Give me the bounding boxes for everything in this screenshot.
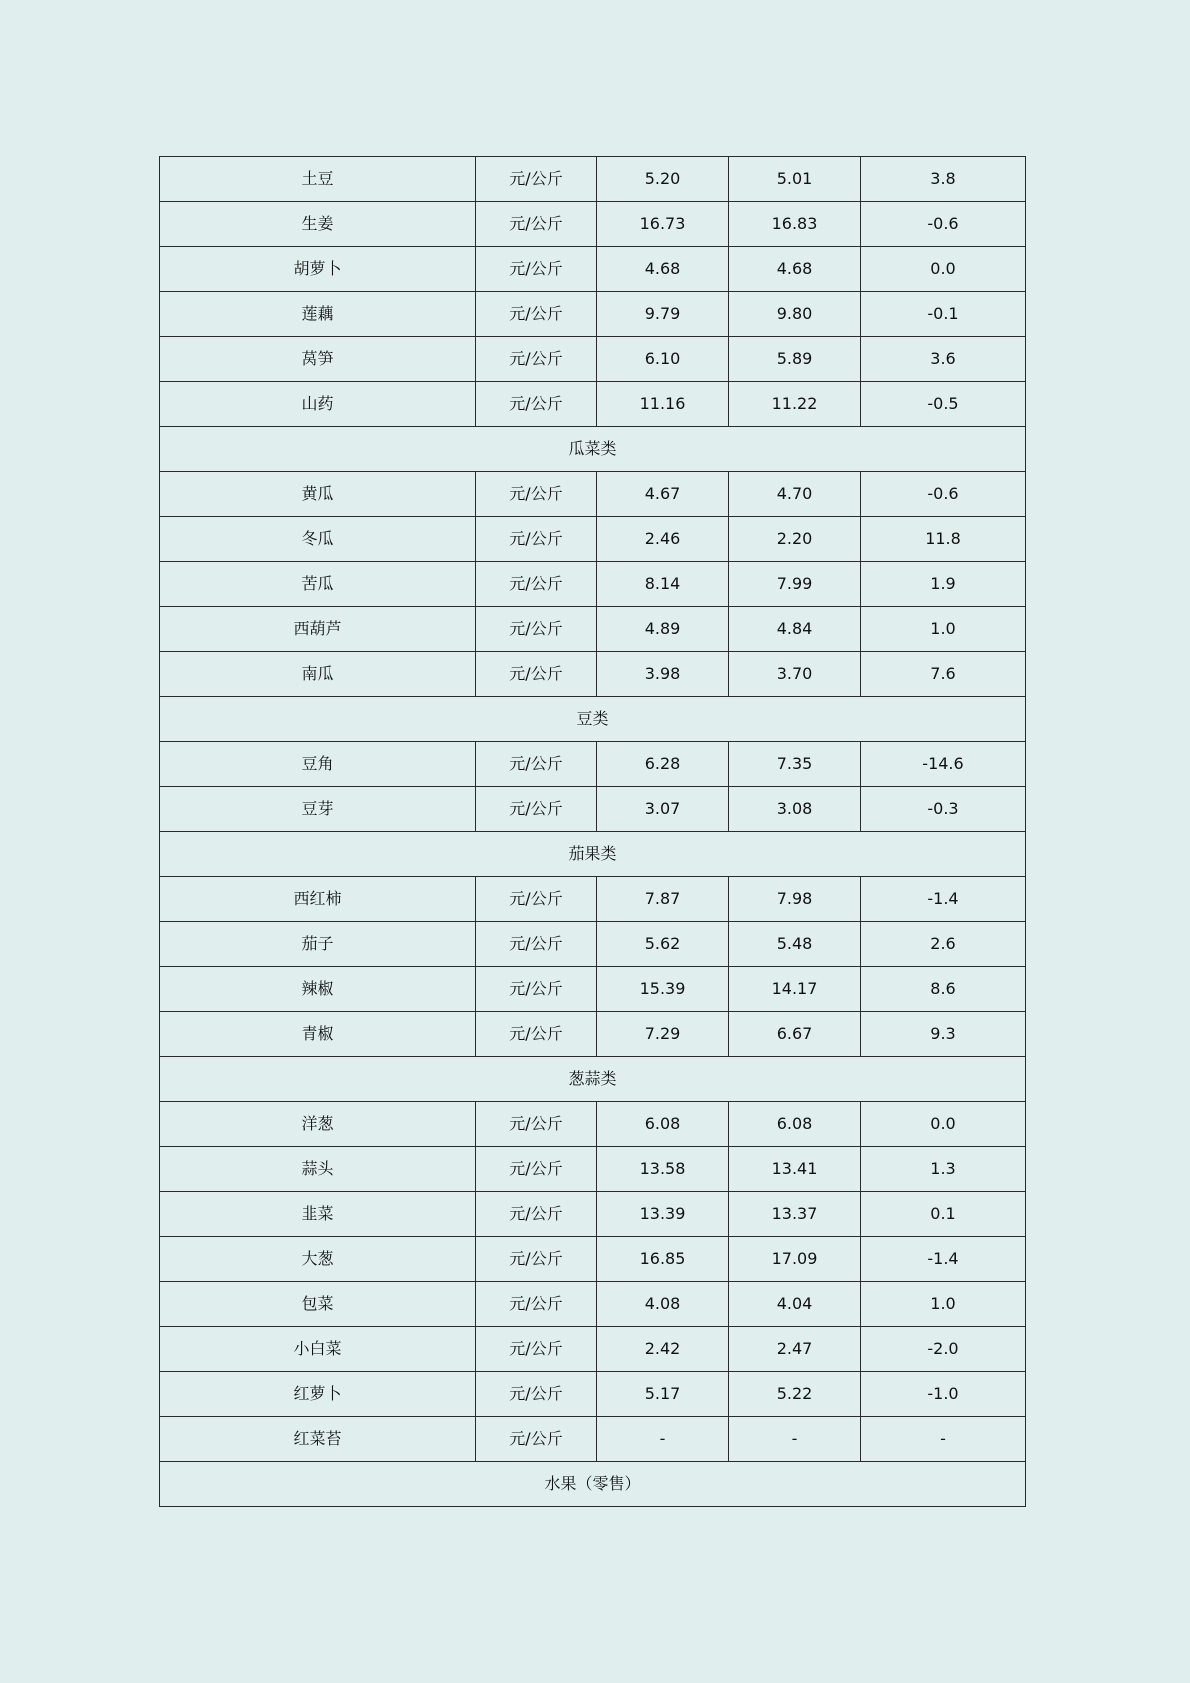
- item-name-cell: 冬瓜: [160, 517, 476, 562]
- price-b-cell: 9.80: [729, 292, 861, 337]
- item-name-cell: 青椒: [160, 1012, 476, 1057]
- price-a-cell: 4.08: [597, 1282, 729, 1327]
- unit-cell: 元/公斤: [476, 202, 597, 247]
- table-row: [160, 877, 1026, 922]
- table-row: [160, 1282, 1026, 1327]
- item-name-cell: 莴笋: [160, 337, 476, 382]
- category-row: [160, 1057, 1026, 1102]
- item-name-cell: 包菜: [160, 1282, 476, 1327]
- price-b-cell: 3.08: [729, 787, 861, 832]
- price-a-cell: 13.58: [597, 1147, 729, 1192]
- price-b-cell: 17.09: [729, 1237, 861, 1282]
- change-cell: -0.5: [861, 382, 1026, 427]
- table-row: [160, 202, 1026, 247]
- category-heading: 瓜菜类: [160, 427, 1026, 472]
- table-row: [160, 1147, 1026, 1192]
- table-row: [160, 247, 1026, 292]
- item-name-cell: 韭菜: [160, 1192, 476, 1237]
- price-b-cell: 5.89: [729, 337, 861, 382]
- price-b-cell: 4.68: [729, 247, 861, 292]
- price-a-cell: 16.73: [597, 202, 729, 247]
- unit-cell: 元/公斤: [476, 247, 597, 292]
- item-name-cell: 西红柿: [160, 877, 476, 922]
- table-row: [160, 1192, 1026, 1237]
- category-row: [160, 697, 1026, 742]
- price-b-cell: 6.08: [729, 1102, 861, 1147]
- item-name-cell: 西葫芦: [160, 607, 476, 652]
- price-a-cell: 4.68: [597, 247, 729, 292]
- price-a-cell: 15.39: [597, 967, 729, 1012]
- unit-cell: 元/公斤: [476, 472, 597, 517]
- change-cell: 1.0: [861, 1282, 1026, 1327]
- table-row: [160, 517, 1026, 562]
- category-heading: 水果（零售）: [160, 1462, 1026, 1507]
- table-row: [160, 742, 1026, 787]
- price-a-cell: 4.67: [597, 472, 729, 517]
- table-row: [160, 652, 1026, 697]
- price-a-cell: -: [597, 1417, 729, 1462]
- price-b-cell: 11.22: [729, 382, 861, 427]
- price-a-cell: 7.29: [597, 1012, 729, 1057]
- change-cell: -2.0: [861, 1327, 1026, 1372]
- item-name-cell: 莲藕: [160, 292, 476, 337]
- unit-cell: 元/公斤: [476, 1192, 597, 1237]
- category-row: [160, 427, 1026, 472]
- unit-cell: 元/公斤: [476, 382, 597, 427]
- item-name-cell: 洋葱: [160, 1102, 476, 1147]
- item-name-cell: 大葱: [160, 1237, 476, 1282]
- price-a-cell: 11.16: [597, 382, 729, 427]
- price-b-cell: 5.48: [729, 922, 861, 967]
- change-cell: 9.3: [861, 1012, 1026, 1057]
- unit-cell: 元/公斤: [476, 157, 597, 202]
- change-cell: 1.3: [861, 1147, 1026, 1192]
- price-table: [159, 156, 1026, 1507]
- table-row: [160, 1237, 1026, 1282]
- price-b-cell: 7.98: [729, 877, 861, 922]
- price-b-cell: 5.01: [729, 157, 861, 202]
- unit-cell: 元/公斤: [476, 337, 597, 382]
- change-cell: -1.4: [861, 877, 1026, 922]
- change-cell: 1.0: [861, 607, 1026, 652]
- price-a-cell: 5.20: [597, 157, 729, 202]
- price-b-cell: 7.35: [729, 742, 861, 787]
- price-a-cell: 16.85: [597, 1237, 729, 1282]
- table-row: [160, 787, 1026, 832]
- unit-cell: 元/公斤: [476, 787, 597, 832]
- unit-cell: 元/公斤: [476, 877, 597, 922]
- price-b-cell: 6.67: [729, 1012, 861, 1057]
- price-a-cell: 7.87: [597, 877, 729, 922]
- table-row: [160, 1102, 1026, 1147]
- unit-cell: 元/公斤: [476, 1327, 597, 1372]
- table-row: [160, 1012, 1026, 1057]
- price-a-cell: 8.14: [597, 562, 729, 607]
- unit-cell: 元/公斤: [476, 742, 597, 787]
- item-name-cell: 黄瓜: [160, 472, 476, 517]
- category-heading: 豆类: [160, 697, 1026, 742]
- item-name-cell: 小白菜: [160, 1327, 476, 1372]
- change-cell: -0.6: [861, 472, 1026, 517]
- price-b-cell: 14.17: [729, 967, 861, 1012]
- unit-cell: 元/公斤: [476, 1237, 597, 1282]
- table-row: [160, 157, 1026, 202]
- category-heading: 茄果类: [160, 832, 1026, 877]
- change-cell: -1.4: [861, 1237, 1026, 1282]
- price-b-cell: 16.83: [729, 202, 861, 247]
- change-cell: 11.8: [861, 517, 1026, 562]
- price-a-cell: 3.07: [597, 787, 729, 832]
- table-row: [160, 607, 1026, 652]
- category-heading: 葱蒜类: [160, 1057, 1026, 1102]
- change-cell: -14.6: [861, 742, 1026, 787]
- unit-cell: 元/公斤: [476, 562, 597, 607]
- change-cell: 7.6: [861, 652, 1026, 697]
- item-name-cell: 土豆: [160, 157, 476, 202]
- unit-cell: 元/公斤: [476, 967, 597, 1012]
- price-a-cell: 6.28: [597, 742, 729, 787]
- category-row: [160, 1462, 1026, 1507]
- table-row: [160, 472, 1026, 517]
- unit-cell: 元/公斤: [476, 1372, 597, 1417]
- price-b-cell: 3.70: [729, 652, 861, 697]
- price-a-cell: 3.98: [597, 652, 729, 697]
- item-name-cell: 红萝卜: [160, 1372, 476, 1417]
- price-a-cell: 9.79: [597, 292, 729, 337]
- unit-cell: 元/公斤: [476, 1282, 597, 1327]
- table-row: [160, 292, 1026, 337]
- unit-cell: 元/公斤: [476, 652, 597, 697]
- price-b-cell: 2.20: [729, 517, 861, 562]
- price-b-cell: 2.47: [729, 1327, 861, 1372]
- change-cell: -: [861, 1417, 1026, 1462]
- change-cell: -1.0: [861, 1372, 1026, 1417]
- item-name-cell: 豆芽: [160, 787, 476, 832]
- change-cell: 3.6: [861, 337, 1026, 382]
- change-cell: 8.6: [861, 967, 1026, 1012]
- price-b-cell: 4.70: [729, 472, 861, 517]
- table-row: [160, 922, 1026, 967]
- item-name-cell: 辣椒: [160, 967, 476, 1012]
- price-a-cell: 4.89: [597, 607, 729, 652]
- price-a-cell: 6.08: [597, 1102, 729, 1147]
- price-b-cell: 13.41: [729, 1147, 861, 1192]
- item-name-cell: 生姜: [160, 202, 476, 247]
- change-cell: 0.1: [861, 1192, 1026, 1237]
- table-row: [160, 337, 1026, 382]
- item-name-cell: 苦瓜: [160, 562, 476, 607]
- price-b-cell: 4.04: [729, 1282, 861, 1327]
- unit-cell: 元/公斤: [476, 292, 597, 337]
- price-a-cell: 2.42: [597, 1327, 729, 1372]
- price-b-cell: 5.22: [729, 1372, 861, 1417]
- unit-cell: 元/公斤: [476, 517, 597, 562]
- change-cell: 2.6: [861, 922, 1026, 967]
- price-b-cell: 13.37: [729, 1192, 861, 1237]
- price-a-cell: 5.62: [597, 922, 729, 967]
- price-b-cell: 7.99: [729, 562, 861, 607]
- price-a-cell: 5.17: [597, 1372, 729, 1417]
- price-a-cell: 13.39: [597, 1192, 729, 1237]
- unit-cell: 元/公斤: [476, 607, 597, 652]
- price-table-body: [160, 157, 1026, 1507]
- item-name-cell: 山药: [160, 382, 476, 427]
- table-row: [160, 1417, 1026, 1462]
- price-a-cell: 2.46: [597, 517, 729, 562]
- table-row: [160, 1372, 1026, 1417]
- table-row: [160, 967, 1026, 1012]
- item-name-cell: 红菜苔: [160, 1417, 476, 1462]
- item-name-cell: 蒜头: [160, 1147, 476, 1192]
- unit-cell: 元/公斤: [476, 1102, 597, 1147]
- change-cell: 0.0: [861, 1102, 1026, 1147]
- item-name-cell: 南瓜: [160, 652, 476, 697]
- table-row: [160, 382, 1026, 427]
- change-cell: -0.1: [861, 292, 1026, 337]
- change-cell: 3.8: [861, 157, 1026, 202]
- price-b-cell: -: [729, 1417, 861, 1462]
- change-cell: -0.3: [861, 787, 1026, 832]
- change-cell: 0.0: [861, 247, 1026, 292]
- price-a-cell: 6.10: [597, 337, 729, 382]
- unit-cell: 元/公斤: [476, 922, 597, 967]
- unit-cell: 元/公斤: [476, 1417, 597, 1462]
- change-cell: -0.6: [861, 202, 1026, 247]
- category-row: [160, 832, 1026, 877]
- item-name-cell: 胡萝卜: [160, 247, 476, 292]
- table-row: [160, 1327, 1026, 1372]
- table-row: [160, 562, 1026, 607]
- price-b-cell: 4.84: [729, 607, 861, 652]
- item-name-cell: 茄子: [160, 922, 476, 967]
- unit-cell: 元/公斤: [476, 1012, 597, 1057]
- unit-cell: 元/公斤: [476, 1147, 597, 1192]
- change-cell: 1.9: [861, 562, 1026, 607]
- item-name-cell: 豆角: [160, 742, 476, 787]
